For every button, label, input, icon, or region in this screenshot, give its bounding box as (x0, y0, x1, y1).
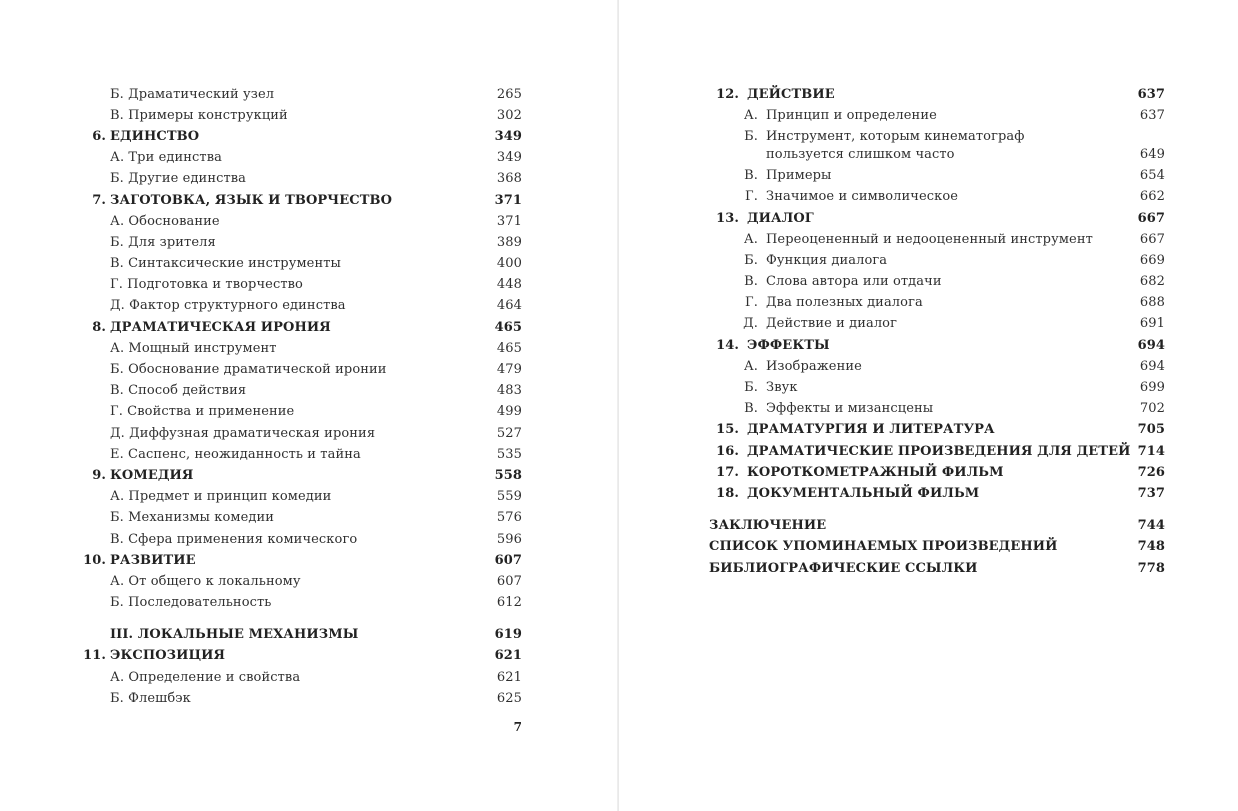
toc-entry-title: В. Сфера применения комического (110, 531, 358, 547)
toc-entry[interactable] (72, 338, 522, 359)
toc-entry[interactable] (715, 377, 1165, 398)
chapter-number: 14. (716, 337, 739, 353)
toc-chapter-title: ДРАМАТИЧЕСКИЕ ПРОИЗВЕДЕНИЯ ДЛЯ ДЕТЕЙ (747, 443, 1131, 459)
chapter-number: 17. (716, 464, 739, 480)
toc-entry-title: Б. Последовательность (110, 595, 272, 611)
toc-entry-title: В. Способ действия (110, 383, 247, 399)
toc-chapter[interactable] (72, 317, 522, 338)
toc-entry[interactable] (72, 105, 522, 126)
toc-entry[interactable] (715, 250, 1165, 271)
toc-entry-title: Б. Другие единства (110, 171, 247, 187)
section-letter: Б. (744, 380, 758, 396)
section-letter: В. (744, 401, 758, 417)
chapter-number: 8. (92, 319, 106, 335)
toc-entry[interactable] (72, 211, 522, 232)
toc-entry-title: Функция диалога (766, 252, 888, 268)
toc-entry[interactable] (72, 148, 522, 169)
toc-chapter[interactable] (715, 84, 1165, 105)
toc-entry-page: 527 (496, 425, 522, 441)
toc-entry[interactable] (72, 529, 522, 550)
section-letter: А. (743, 107, 758, 123)
toc-entry-page: 637 (1137, 86, 1165, 102)
toc-entry-title: Два полезных диалога (766, 295, 923, 311)
toc-entry-title: А. Обоснование (110, 213, 220, 229)
chapter-number: 15. (716, 422, 739, 438)
toc-chapter-title: ДИАЛОГ (747, 210, 814, 226)
toc-entry-page: 649 (1139, 146, 1165, 162)
toc-entry-page: 637 (1139, 107, 1165, 123)
toc-entry-title: Действие и диалог (766, 316, 898, 332)
toc-chapter-title: ДЕЙСТВИЕ (747, 86, 835, 102)
toc-entry-title: Д. Фактор структурного единства (110, 298, 346, 314)
toc-entry-title: А. Предмет и принцип комедии (110, 489, 332, 505)
toc-entry-page: 778 (1137, 560, 1165, 576)
toc-entry-page: 691 (1139, 316, 1165, 332)
toc-closing-entry[interactable] (701, 558, 1165, 579)
toc-entry[interactable] (72, 169, 522, 190)
toc-chapter[interactable] (72, 550, 522, 571)
toc-entry-title: Принцип и определение (766, 107, 937, 123)
toc-entry-page: 389 (496, 234, 522, 250)
toc-entry[interactable] (72, 444, 522, 465)
toc-entry[interactable] (715, 166, 1165, 187)
toc-entry-title: Инструмент, которым кинематограф пользуется слишком часто (766, 128, 1025, 162)
toc-entry-title: Б. Драматический узел (110, 86, 275, 102)
toc-chapter-title: ДРАМАТИЧЕСКАЯ ИРОНИЯ (110, 319, 331, 335)
toc-entry-title: А. От общего к локальному (110, 573, 301, 589)
toc-entry[interactable] (72, 688, 522, 709)
toc-entry-page: 667 (1137, 210, 1165, 226)
toc-entry[interactable] (72, 402, 522, 423)
toc-chapter-title: КОРОТКОМЕТРАЖНЫЙ ФИЛЬМ (747, 464, 1004, 480)
toc-entry-page: 694 (1139, 358, 1165, 374)
section-letter: Г. (745, 295, 758, 311)
toc-entry-title: Примеры (766, 168, 832, 184)
toc-chapter[interactable] (715, 483, 1165, 504)
toc-chapter[interactable] (715, 335, 1165, 356)
toc-entry-page: 625 (496, 690, 522, 706)
toc-entry-page: 576 (496, 510, 522, 526)
section-letter: Г. (745, 189, 758, 205)
toc-entry-page: 619 (494, 627, 522, 643)
toc-entry-page: 726 (1137, 464, 1165, 480)
toc-entry-title: Г. Подготовка и творчество (110, 277, 303, 293)
toc-entry-page: 688 (1139, 295, 1165, 311)
toc-entry-page: 667 (1139, 231, 1165, 247)
toc-chapter-title: ДОКУМЕНТАЛЬНЫЙ ФИЛЬМ (747, 485, 980, 501)
toc-chapter-title: ЕДИНСТВО (110, 128, 200, 144)
toc-entry-page: 607 (496, 573, 522, 589)
toc-entry-title: Б. Для зрителя (110, 234, 216, 250)
table-of-contents-right (709, 84, 1165, 579)
toc-entry-page: 699 (1139, 380, 1165, 396)
toc-entry[interactable] (72, 296, 522, 317)
toc-entry-page: 737 (1137, 485, 1165, 501)
section-letter: Д. (743, 316, 758, 332)
toc-entry-title: Звук (766, 380, 798, 396)
toc-entry-page: 694 (1137, 337, 1165, 353)
toc-entry[interactable] (72, 381, 522, 402)
toc-chapter[interactable] (715, 420, 1165, 441)
toc-entry-page: 349 (496, 150, 522, 166)
page-number: 7 (513, 720, 522, 734)
toc-entry-title: В. Примеры конструкций (110, 107, 288, 123)
toc-entry-page: 654 (1139, 168, 1165, 184)
toc-entry-page: 748 (1137, 539, 1165, 555)
toc-entry-page: 558 (494, 467, 522, 483)
toc-entry[interactable] (72, 359, 522, 380)
left-page (0, 0, 618, 811)
right-page (619, 0, 1237, 811)
toc-chapter-title: ЗАГОТОВКА, ЯЗЫК И ТВОРЧЕСТВО (110, 192, 393, 208)
toc-entry-page: 559 (496, 489, 522, 505)
toc-chapter-title: ЭКСПОЗИЦИЯ (110, 648, 226, 664)
toc-entry-page: 400 (496, 256, 522, 272)
toc-entry-page: 682 (1139, 274, 1165, 290)
toc-closing-title: СПИСОК УПОМИНАЕМЫХ ПРОИЗВЕДЕНИЙ (709, 539, 1058, 555)
toc-entry-title: Е. Саспенс, неожиданность и тайна (110, 446, 361, 462)
toc-entry-title: Слова автора или отдачи (766, 274, 942, 290)
toc-entry[interactable] (72, 667, 522, 688)
toc-entry-page: 479 (496, 362, 522, 378)
toc-entry-page: 596 (496, 531, 522, 547)
toc-entry-page: 744 (1137, 518, 1165, 534)
toc-chapter[interactable] (72, 126, 522, 147)
toc-entry-page: 464 (496, 298, 522, 314)
chapter-number: 6. (92, 128, 106, 144)
toc-entry-page: 465 (494, 319, 522, 335)
toc-chapter-title: КОМЕДИЯ (110, 467, 194, 483)
toc-entry-page: 371 (496, 213, 522, 229)
toc-entry[interactable] (715, 314, 1165, 335)
chapter-number: 13. (716, 210, 739, 226)
toc-entry-page: 448 (496, 277, 522, 293)
toc-entry-title: Г. Свойства и применение (110, 404, 295, 420)
toc-entry[interactable] (72, 508, 522, 529)
toc-closing-title: ЗАКЛЮЧЕНИЕ (709, 518, 827, 534)
toc-entry-title: А. Мощный инструмент (110, 340, 277, 356)
toc-chapter[interactable] (715, 208, 1165, 229)
section-letter: Б. (744, 252, 758, 268)
toc-part-title: III. ЛОКАЛЬНЫЕ МЕХАНИЗМЫ (110, 627, 359, 643)
toc-entry[interactable] (715, 187, 1165, 208)
toc-entry-title: В. Синтаксические инструменты (110, 256, 341, 272)
chapter-number: 18. (716, 485, 739, 501)
section-letter: А. (743, 358, 758, 374)
toc-entry[interactable] (715, 272, 1165, 293)
toc-entry[interactable] (715, 399, 1165, 420)
toc-entry-title: Б. Обоснование драматической иронии (110, 362, 387, 378)
section-letter: А. (743, 231, 758, 247)
toc-entry-title: Эффекты и мизансцены (766, 401, 934, 417)
toc-entry-page: 483 (496, 383, 522, 399)
chapter-number: 16. (716, 443, 739, 459)
toc-entry-title: Значимое и символическое (766, 189, 959, 205)
toc-closing-entry[interactable] (701, 516, 1165, 537)
chapter-number: 9. (92, 467, 106, 483)
toc-chapter[interactable] (72, 646, 522, 667)
toc-entry-title: Б. Механизмы комедии (110, 510, 275, 526)
toc-entry[interactable] (72, 571, 522, 592)
toc-chapter[interactable] (715, 462, 1165, 483)
chapter-number: 7. (92, 192, 106, 208)
toc-entry-page: 265 (496, 86, 522, 102)
toc-entry-page: 607 (494, 552, 522, 568)
section-letter: Б. (744, 128, 758, 144)
toc-entry-title: Б. Флешбэк (110, 690, 191, 706)
toc-entry-page: 368 (496, 171, 522, 187)
toc-entry-title: Д. Диффузная драматическая ирония (110, 425, 376, 441)
toc-chapter-title: РАЗВИТИЕ (110, 552, 196, 568)
toc-entry-page: 612 (496, 595, 522, 611)
toc-entry-page: 714 (1137, 443, 1165, 459)
toc-entry-page: 465 (496, 340, 522, 356)
chapter-number: 11. (83, 648, 106, 664)
toc-entry-page: 621 (496, 669, 522, 685)
toc-entry[interactable] (72, 232, 522, 253)
section-letter: В. (744, 274, 758, 290)
toc-entry-page: 705 (1137, 422, 1165, 438)
toc-chapter[interactable] (72, 465, 522, 486)
toc-part[interactable] (72, 625, 522, 646)
toc-entry-page: 662 (1139, 189, 1165, 205)
toc-closing-entry[interactable] (701, 537, 1165, 558)
toc-entry[interactable] (715, 356, 1165, 377)
section-letter: В. (744, 168, 758, 184)
chapter-number: 12. (716, 86, 739, 102)
toc-entry[interactable] (72, 275, 522, 296)
toc-entry-title: Переоцененный и недооцененный инструмент (766, 231, 1093, 247)
toc-entry-page: 499 (496, 404, 522, 420)
toc-entry[interactable] (72, 84, 522, 105)
toc-entry-page: 621 (494, 648, 522, 664)
toc-entry[interactable] (715, 126, 1165, 165)
toc-entry-page: 702 (1139, 401, 1165, 417)
toc-entry-page: 349 (494, 128, 522, 144)
toc-entry-page: 302 (496, 107, 522, 123)
toc-entry[interactable] (72, 423, 522, 444)
toc-entry-page: 669 (1139, 252, 1165, 268)
toc-chapter-title: ДРАМАТУРГИЯ И ЛИТЕРАТУРА (747, 422, 995, 438)
toc-entry[interactable] (72, 487, 522, 508)
toc-chapter[interactable] (715, 441, 1165, 462)
table-of-contents-left (72, 84, 522, 709)
toc-closing-title: БИБЛИОГРАФИЧЕСКИЕ ССЫЛКИ (709, 560, 978, 576)
toc-chapter[interactable] (72, 190, 522, 211)
chapter-number: 10. (83, 552, 106, 568)
toc-chapter-title: ЭФФЕКТЫ (747, 337, 830, 353)
toc-entry[interactable] (715, 229, 1165, 250)
toc-entry-title: А. Определение и свойства (110, 669, 301, 685)
toc-entry-title: А. Три единства (110, 150, 222, 166)
toc-entry-title: Изображение (766, 358, 862, 374)
toc-entry[interactable] (715, 293, 1165, 314)
toc-entry-page: 535 (496, 446, 522, 462)
toc-entry[interactable] (72, 254, 522, 275)
toc-entry-page: 371 (494, 192, 522, 208)
toc-entry[interactable] (715, 105, 1165, 126)
toc-entry[interactable] (72, 593, 522, 614)
